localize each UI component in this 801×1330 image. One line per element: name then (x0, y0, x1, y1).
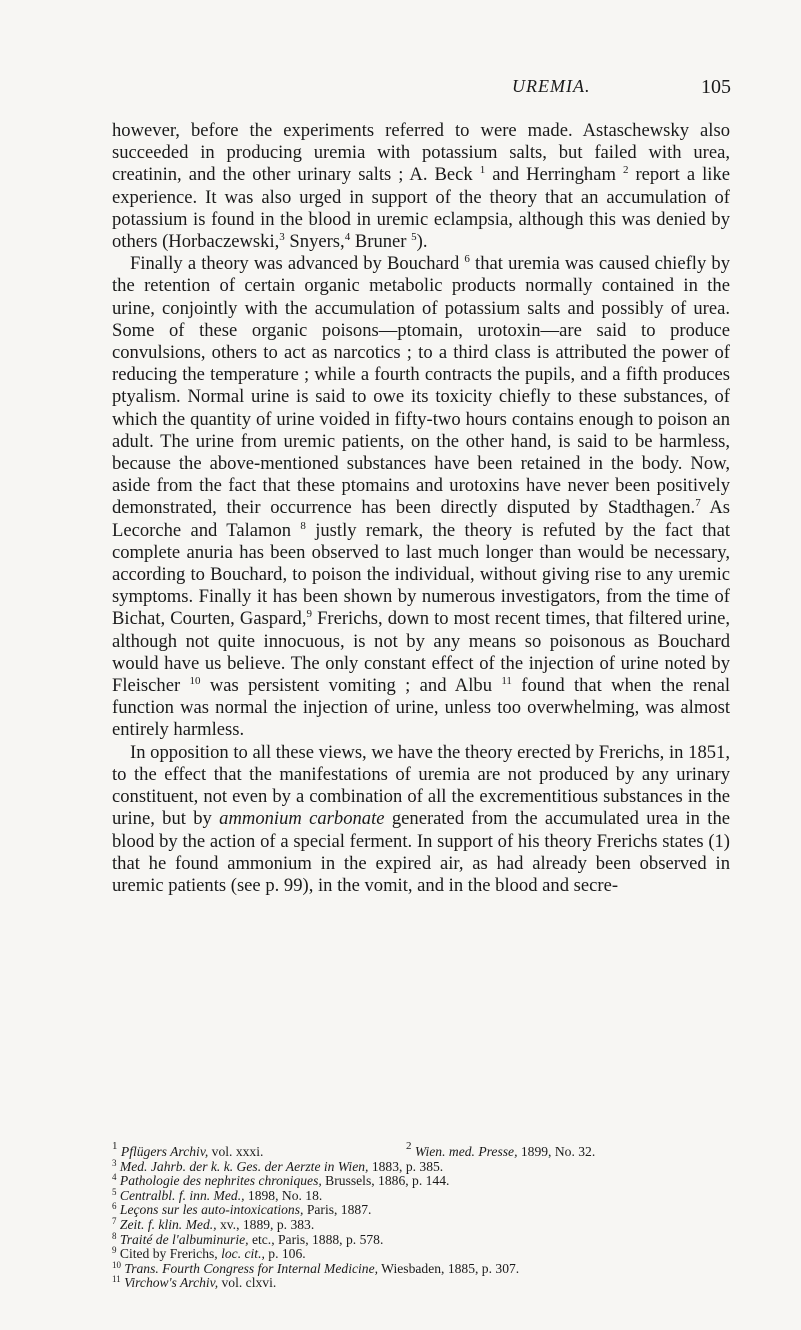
footnote: $^5$ Centralbl. f. inn. Med., 1898, No. 18. (112, 1186, 323, 1203)
footnote-ref: 4 (344, 231, 351, 244)
page-number: 105 (701, 76, 731, 98)
footnote: $^2$ Wien. med. Presse, 1899, No. 32. (406, 1140, 596, 1159)
footnote-ref: 9 (306, 608, 312, 621)
footnote: $^4$ Pathologie des nephrites chroniques, Brussels, 1886, p. 144. (112, 1172, 450, 1189)
footnote-row (112, 1140, 732, 1160)
footnote: $^{11}$ Virchow's Archiv, vol. clxvi. (112, 1274, 277, 1291)
footnote-ref: 7 (695, 497, 701, 510)
paragraph-3: In opposition to all these views, we have the theory erected by Frerichs, in 1851, to the effect that the manifestations of uremia are not produced by any urinary constituent, not even by a combination of all the excrementitious substances in the urine, but by ammonium carbonate generated from the accumulated urea in the blood by the action of a special ferment. In support of his theory Frerichs states (1) that he found ammonium in the expired air, as had already been observed in uremic patients (see p. 99), in the vomit, and in the blood and secre- (112, 741, 731, 896)
running-head: UREMIA. (512, 76, 591, 96)
footnote-ref: 8 (300, 519, 306, 532)
page-header (262, 76, 731, 104)
footnote-ref: 2 (622, 164, 629, 177)
footnote: $^7$ Zeit. f. klin. Med., xv., 1889, p. 383. (112, 1215, 315, 1232)
footnote-ref: 3 (279, 231, 285, 244)
emphasis: ammonium carbonate (219, 808, 385, 830)
body-text (112, 120, 730, 897)
footnote-ref: 5 (411, 231, 417, 244)
footnote: $^6$ Leçons sur les auto-intoxications, Paris, 1887. (112, 1201, 372, 1218)
footnote-ref: 1 (479, 164, 486, 177)
paragraph-2: Finally a theory was advanced by Bouchard $^6$ that uremia was caused chiefly by the retention of certain organic metabolic products normally contained in the urine, conjointly with the accumulation of potassium salts and possibly of urea. Some of these organic poisons—ptomain, urotoxin—are said to produce convulsions, others to act as narcotics ; to a third class is attributed the power of reducing the temperature ; while a fourth contracts the pupils, and a fifth produces ptyalism. Normal urine is said to owe its toxicity chiefly to these substances, of which the quantity of urine voided in fifty-two hours contains enough to poison an adult. The urine from uremic patients, on the other hand, is said to be harmless, because the above-mentioned substances have been retained in the body. Now, aside from the fact that these ptomains and urotoxins have never been positively demonstrated, their occurrence has been directly disputed by Stadthagen.$^7$ As Lecorche and Talamon $^8$ justly remark, the theory is refuted by the fact that complete anuria has been observed to last much longer than would be necessary, according to Bouchard, to poison the individual, without giving rise to any uremic symptoms. Finally it has been shown by numerous investigators, from the time of Bichat, Courten, Gaspard,$^9$ Frerichs, down to most recent times, that filtered urine, although not quite innocuous, is not by any means so poisonous as Bouchard would have us believe. The only constant effect of the injection of urine noted by Fleischer $^{10}$ was persistent vomiting ; and Albu $^{11}$ found that when the renal function was normal the injection of urine, unless too overwhelming, was almost entirely harmless. (112, 253, 730, 741)
footnote: $^{10}$ Trans. Fourth Congress for Internal Medicine, Wiesbaden, 1885, p. 307. (112, 1259, 520, 1276)
footnote-ref: 10 (189, 675, 201, 688)
footnote: $^3$ Med. Jahrb. der k. k. Ges. der Aerzte in Wien, 1883, p. 385. (112, 1157, 444, 1174)
footnote: $^1$ Pflügers Archiv, vol. xxxi. (112, 1140, 264, 1159)
footnote-ref: 11 (501, 675, 512, 688)
footnote: $^8$ Traité de l'albuminurie, etc., Paris, 1888, p. 578. (112, 1230, 384, 1247)
footnote-ref: 6 (464, 253, 470, 266)
footnote: $^9$ Cited by Frerichs, loc. cit., p. 106. (112, 1245, 306, 1262)
paragraph-1: however, before the experiments referred to were made. Astaschewsky also succeeded in producing uremia with potassium salts, but failed with urea, creatinin, and the other urinary salts ; A. Beck $^1$ and Herringham $^2$ report a like experience. It was also urged in support of the theory that an accumulation of potassium is found in the blood in uremic eclampsia, although this was denied by others (Horbaczewski,$^3$ Snyers,$^4$ Bruner $^5$). (112, 120, 730, 253)
footnotes (112, 1140, 732, 1291)
